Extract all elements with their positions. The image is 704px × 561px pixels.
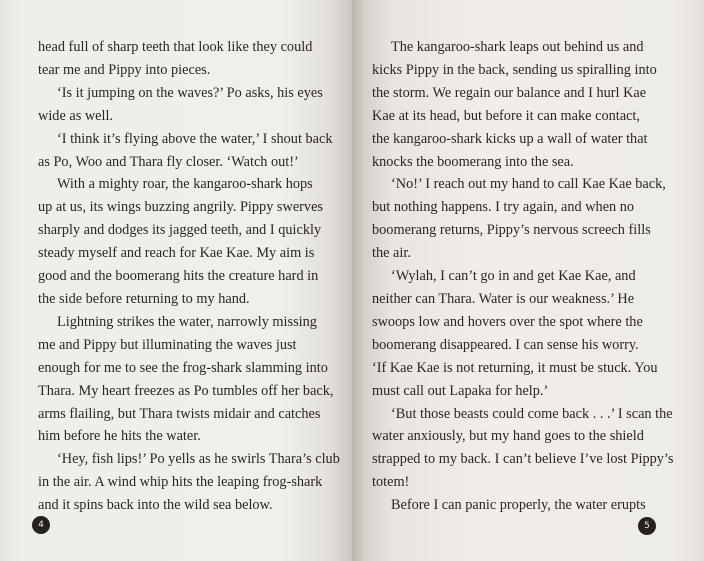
- text-line: ‘Wylah, I can’t go in and get Kae Kae, and: [391, 268, 636, 285]
- text-line: the side before returning to my hand.: [38, 290, 250, 307]
- text-line: must call out Lapaka for help.’: [372, 382, 549, 399]
- text-line: Thara. My heart freezes as Po tumbles off her back,: [38, 382, 334, 399]
- text-line: ‘No!’ I reach out my hand to call Kae Kae back,: [391, 176, 666, 193]
- page-number-badge: 5: [638, 517, 656, 535]
- text-line: boomerang returns, Pippy’s nervous screech fills: [372, 222, 651, 239]
- text-line: totem!: [372, 474, 410, 491]
- right-page-text: [372, 36, 674, 517]
- text-line: water anxiously, but my hand goes to the shield: [372, 428, 644, 445]
- text-line: enough for me to see the frog-shark slamming into: [38, 359, 328, 376]
- text-line: Kae at its head, but before it can make contact,: [372, 107, 640, 124]
- right-page: [352, 0, 704, 561]
- text-line: neither can Thara. Water is our weakness.’ He: [372, 290, 635, 307]
- text-line: sharply and dodges its jagged teeth, and I quickly: [38, 222, 322, 239]
- text-line: ‘Is it jumping on the waves?’ Po asks, his eyes: [57, 84, 323, 101]
- text-line: in the air. A wind whip hits the leaping frog-shark: [38, 474, 323, 491]
- text-line: steady myself and reach for Kae Kae. My aim is: [38, 245, 315, 262]
- text-line: kicks Pippy in the back, sending us spiralling into: [372, 61, 657, 78]
- text-line: swoops low and hovers over the spot where the: [372, 313, 643, 330]
- text-line: good and the boomerang hits the creature hard in: [38, 268, 319, 285]
- text-line: wide as well.: [38, 107, 114, 124]
- text-line: him before he hits the water.: [38, 428, 201, 445]
- text-line: With a mighty roar, the kangaroo-shark hops: [57, 176, 313, 193]
- text-line: head full of sharp teeth that look like they could: [38, 39, 313, 55]
- text-line: strapped to my back. I can’t believe I’ve lost Pippy’s: [372, 451, 674, 468]
- text-line: the storm. We regain our balance and I hurl Kae: [372, 84, 647, 101]
- text-line: but nothing happens. I try again, and when no: [372, 199, 635, 216]
- text-line: boomerang disappeared. I can sense his worry.: [372, 336, 639, 353]
- text-line: The kangaroo-shark leaps out behind us and: [391, 39, 644, 55]
- text-line: the kangaroo-shark kicks up a wall of water that: [372, 130, 648, 147]
- text-line: ‘But those beasts could come back . . .’ I scan the: [391, 405, 673, 422]
- text-line: up at us, its wings buzzing angrily. Pippy swerves: [38, 199, 323, 216]
- text-line: ‘I think it’s flying above the water,’ I shout back: [57, 130, 333, 147]
- text-line: ‘If Kae Kae is not returning, it must be stuck. You: [372, 359, 658, 376]
- text-line: knocks the boomerang into the sea.: [372, 153, 574, 170]
- text-line: and it spins back into the wild sea below.: [38, 497, 273, 514]
- left-page-text: [38, 36, 338, 517]
- text-line: me and Pippy but illuminating the waves just: [38, 336, 297, 353]
- text-line: tear me and Pippy into pieces.: [38, 61, 211, 78]
- text-line: arms flailing, but Thara twists midair and catches: [38, 405, 321, 422]
- text-line: the air.: [372, 245, 411, 262]
- text-line: Before I can panic properly, the water erupts: [391, 497, 646, 514]
- text-line: ‘Hey, fish lips!’ Po yells as he swirls Thara’s club: [57, 451, 340, 468]
- page-number-badge: 4: [32, 516, 50, 534]
- text-line: Lightning strikes the water, narrowly missing: [57, 313, 317, 330]
- text-line: as Po, Woo and Thara fly closer. ‘Watch out!’: [38, 153, 299, 170]
- page-edge-shadow: [674, 0, 704, 561]
